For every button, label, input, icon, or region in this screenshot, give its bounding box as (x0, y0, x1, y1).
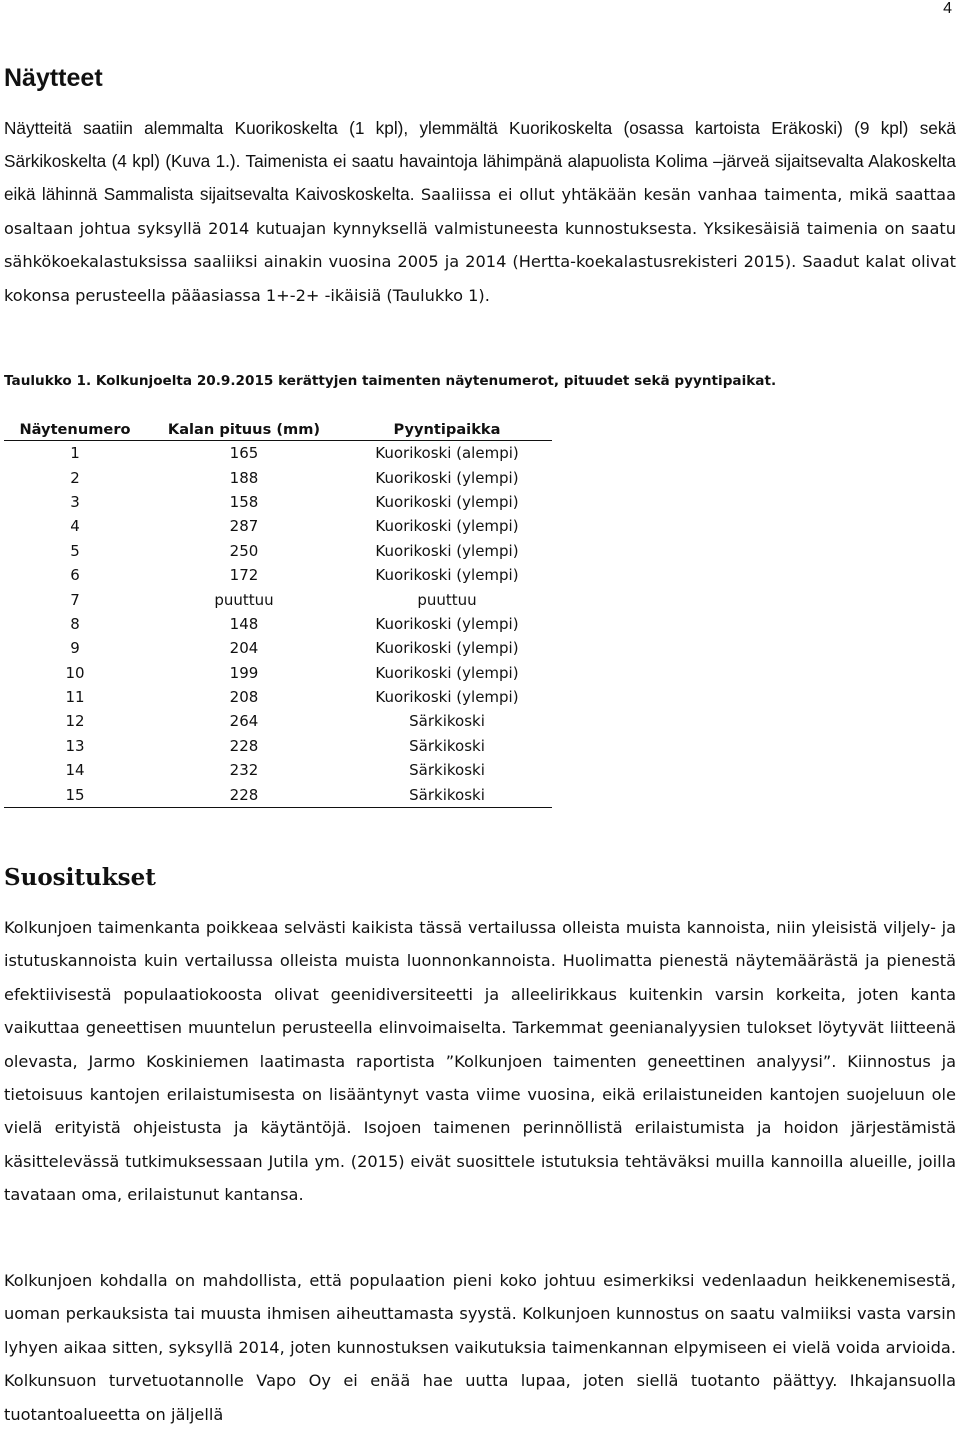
cell-sample-number: 15 (4, 782, 146, 807)
cell-sample-number: 3 (70, 492, 80, 511)
cell-sample-number: 2 (70, 468, 80, 487)
cell-length: 250 (229, 541, 259, 560)
table-row (4, 514, 552, 538)
cell-location: Kuorikoski (ylempi) (375, 566, 519, 585)
table-row (4, 563, 552, 587)
cell-length: 172 (229, 566, 259, 585)
table-header-row (4, 418, 552, 441)
cell-sample-number: 5 (70, 541, 80, 560)
cell-length: 287 (229, 517, 259, 536)
cell-length: 148 (229, 614, 259, 633)
samples-table (4, 418, 552, 808)
cell-length: 204 (229, 639, 259, 658)
cell-sample-number: 11 (65, 688, 85, 707)
table-caption: Taulukko 1. Kolkunjoelta 20.9.2015 kerättyjen taimenten näytenumerot, pituudet sekä pyyntipaikat. (4, 373, 777, 389)
paragraph-samples-intro (4, 112, 956, 312)
paragraph-samples-continued: Saaliissa ei ollut yhtäkään kesän vanhaa taimenta, mikä saattaa osaltaan johtua syksyllä 2014 kutuajan kynnyksellä valmistuneesta kunnostuksesta. Yksikesäisiä taimenia on saatu sähkökoekalastuksissa saaliiksi ainakin vuosina 2005 ja 2014 (Hertta-koekalastusrekisteri 2015). Saadut kalat olivat kokonsa perusteella pääasiassa 1+-2+ -ikäisiä (Taulukko 1). (4, 185, 956, 305)
table-row (4, 441, 552, 466)
cell-location: Kuorikoski (ylempi) (375, 468, 519, 487)
cell-location: Särkikoski (409, 712, 485, 731)
page-number: 4 (943, 0, 952, 17)
cell-sample-number: 8 (70, 614, 80, 633)
cell-location: Kuorikoski (ylempi) (375, 663, 519, 682)
table-row (4, 612, 552, 636)
table-row (4, 490, 552, 514)
cell-sample-number: 9 (70, 639, 80, 658)
cell-location: Kuorikoski (ylempi) (375, 517, 519, 536)
cell-location: Kuorikoski (ylempi) (375, 541, 519, 560)
paragraph-recommendations-2: Kolkunjoen kohdalla on mahdollista, että populaation pieni koko johtuu esimerkiksi vedenlaadun heikkenemisestä, uoman perkauksista tai muusta ihmisen aiheuttamasta syystä. Kolkunjoen kunnostus on saatu valmiiksi vasta varsin lyhyen aikaa sitten, syksyllä 2014, joten kunnostuksen vaikutuksia taimenkannan elpymiseen ei vielä voida arvioida. Kolkunsuon turvetuotannolle Vapo Oy ei enää hae uutta lupaa, joten siellä tuotanto päättyy. Ihkajansuolla tuotantoalueetta on jäljellä (4, 1271, 956, 1424)
cell-location: Kuorikoski (ylempi) (375, 688, 519, 707)
cell-sample-number: 12 (65, 712, 85, 731)
header-fish-length: Kalan pituus (mm) (146, 418, 342, 441)
cell-sample-number: 10 (65, 663, 85, 682)
cell-location: Kuorikoski (alempi) (375, 444, 519, 463)
header-sample-number: Näytenumero (4, 418, 146, 441)
section-heading-suositukset: Suositukset (4, 864, 156, 891)
cell-sample-number: 14 (65, 761, 85, 780)
table-row (4, 734, 552, 758)
table-row (4, 685, 552, 709)
table-row (4, 661, 552, 685)
cell-length: 228 (146, 782, 342, 807)
cell-sample-number: 1 (70, 444, 80, 463)
paragraph-recommendations-1: Kolkunjoen taimenkanta poikkeaa selvästi kaikista tässä vertailussa olleista muista kannoista, niin yleisistä viljely- ja istutuskannoista kuin vertailussa olleista muista luonnonkannoista. Huolimatta pienestä näytemäärästä ja pienestä efektiivisestä populaatiokoosta olivat geenidiversiteetti ja alleelirikkaus kuitenkin varsin korkeita, joten kanta vaikuttaa geneettisen muuntelun perusteella elinvoimaiselta. Tarkemmat geenianalyysien tulokset löytyvät liitteenä olevasta, Jarmo Koskiniemen laatimasta raportista ”Kolkunjoen taimenten geneettinen analyysi”. Kiinnostus ja tietoisuus kantojen erilaistumisesta on lisääntynyt vasta viime vuosina, eikä erilaistuneiden kantojen suojeluun ole vielä erityistä ohjeistusta ja käytäntöjä. Isojoen taimenen perinnöllistä erilaistumista ja hoidon järjestämistä käsittelevässä tutkimuksessaan Jutila ym. (2015) eivät suosittele istutuksia tehtäväksi muilla kannoilla alueille, joilla tavataan oma, erilaistunut kantansa. (4, 918, 956, 1205)
cell-location: Särkikoski (342, 782, 552, 807)
cell-length: 199 (229, 663, 259, 682)
cell-length: 165 (229, 444, 259, 463)
cell-sample-number: 4 (70, 517, 80, 536)
cell-location: Särkikoski (409, 761, 485, 780)
cell-length: 208 (229, 688, 259, 707)
cell-location: Särkikoski (409, 736, 485, 755)
cell-sample-number: 7 (70, 590, 80, 609)
cell-length: 232 (229, 761, 259, 780)
table-row (4, 782, 552, 807)
cell-sample-number: 6 (70, 566, 80, 585)
table-row (4, 636, 552, 660)
table-row (4, 539, 552, 563)
cell-length: 228 (229, 736, 259, 755)
table-row (4, 709, 552, 733)
cell-length: 264 (229, 712, 259, 731)
cell-sample-number: 13 (65, 736, 85, 755)
paragraph-samples-intro-text: Näytteitä saatiin alemmalta Kuorikoskelta (1 kpl), ylemmältä Kuorikoskelta (osassa kartoista Eräkoski) (9 kpl) sekä Särkikoskelta (4 kpl) (Kuva 1.). Taimenista ei saatu havaintoja lähimpänä alapuolista Kolima –järveä sijaitsevalta Alakoskelta eikä lähinnä Sammalista sijaitsevalta Kaivoskoskelta. (4, 118, 956, 205)
table-row (4, 758, 552, 782)
table-row (4, 587, 552, 611)
section-heading-naytteet: Näytteet (4, 64, 103, 92)
cell-length: puuttuu (214, 590, 274, 609)
cell-location: Kuorikoski (ylempi) (375, 492, 519, 511)
header-catch-location: Pyyntipaikka (342, 418, 552, 441)
cell-length: 158 (229, 492, 259, 511)
cell-location: puuttuu (417, 590, 477, 609)
table-row (4, 465, 552, 489)
cell-location: Kuorikoski (ylempi) (375, 614, 519, 633)
cell-location: Kuorikoski (ylempi) (375, 639, 519, 658)
cell-length: 188 (229, 468, 259, 487)
